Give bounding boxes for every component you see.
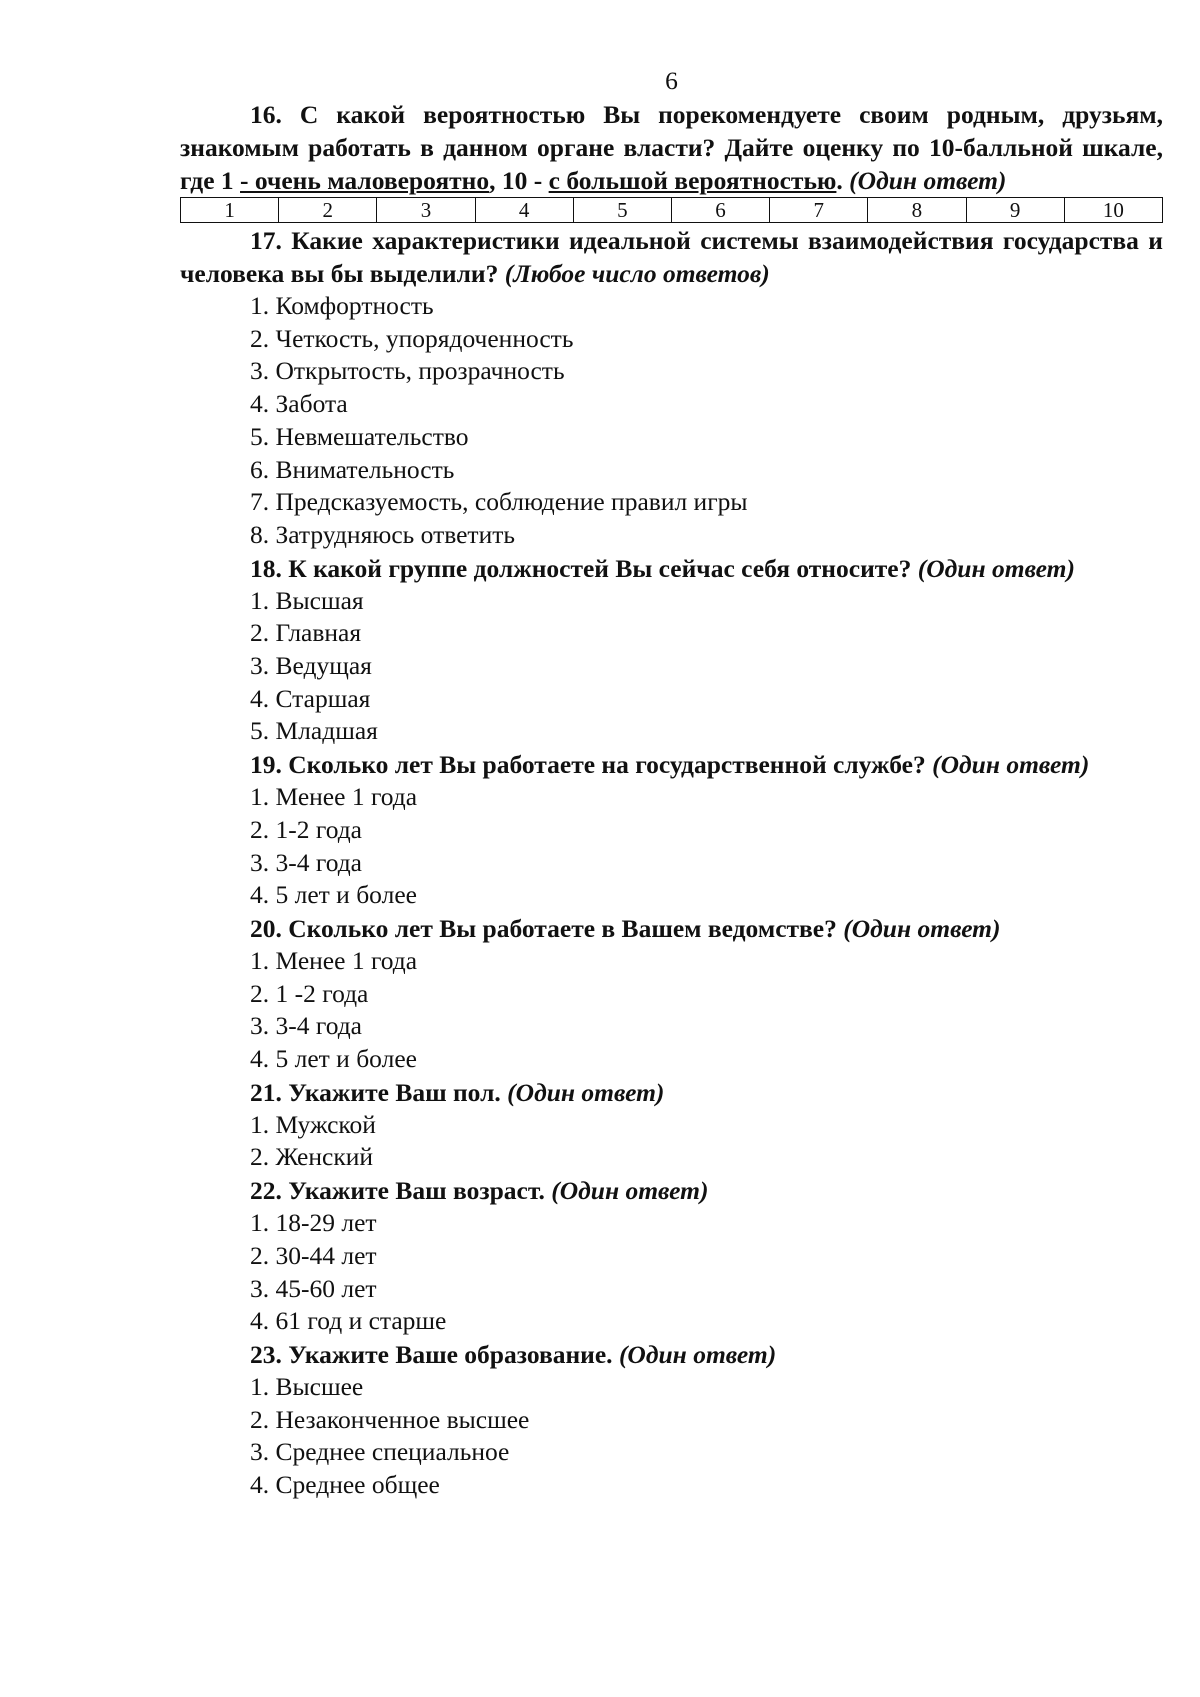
option-item[interactable]: 3. Ведущая xyxy=(250,651,372,681)
scale-cell-5[interactable]: 5 xyxy=(573,198,671,223)
question-text: 18. К какой группе должностей Вы сейчас себя относите? xyxy=(250,553,918,583)
question-20 xyxy=(180,912,1163,945)
rating-scale-table xyxy=(180,197,1163,223)
option-item[interactable]: 6. Внимательность xyxy=(250,454,455,484)
option-item[interactable]: 3. 3-4 года xyxy=(250,847,362,877)
option-item[interactable]: 1. Менее 1 года xyxy=(250,945,418,975)
option-item[interactable]: 1. Высшее xyxy=(250,1371,364,1401)
options-23 xyxy=(180,1371,1163,1502)
option-item[interactable]: 5. Невмешательство xyxy=(250,421,469,451)
option-item[interactable]: 2. Женский xyxy=(250,1142,374,1172)
option-item[interactable]: 1. Высшая xyxy=(250,585,364,615)
question-text: 19. Сколько лет Вы работаете на государственной службе? xyxy=(250,750,933,780)
scale-cell-6[interactable]: 6 xyxy=(671,198,769,223)
answer-hint: (Один ответ) xyxy=(843,913,1001,943)
scale-cell-2[interactable]: 2 xyxy=(279,198,377,223)
question-text: . xyxy=(836,166,850,195)
option-item[interactable]: 4. Старшая xyxy=(250,683,371,713)
option-item[interactable]: 4. Среднее общее xyxy=(250,1470,440,1500)
scale-low-label: - очень маловероятно xyxy=(240,166,490,195)
answer-hint: (Один ответ) xyxy=(917,553,1075,583)
options-22 xyxy=(180,1207,1163,1338)
question-text: , 10 - xyxy=(489,166,549,195)
option-item[interactable]: 3. Открытость, прозрачность xyxy=(250,356,565,386)
option-item[interactable]: 4. Забота xyxy=(250,389,348,419)
question-17 xyxy=(180,224,1163,290)
scale-cell-1[interactable]: 1 xyxy=(181,198,279,223)
option-item[interactable]: 1. Комфортность xyxy=(250,291,434,320)
question-text: 17. Какие характеристики идеальной системы взаимодействия государства и человека вы бы выделили? xyxy=(180,226,1163,288)
page-content xyxy=(180,64,1163,1502)
scale-cell-4[interactable]: 4 xyxy=(475,198,573,223)
question-text: 16. С какой вероятностью Вы порекомендуете своим родным, друзьям, знакомым работать в данном органе власти? Дайте оценку по 10-балльной шкале, где 1 xyxy=(180,100,1163,195)
question-22 xyxy=(180,1174,1163,1207)
option-item[interactable]: 3. Среднее специальное xyxy=(250,1437,510,1467)
option-item[interactable]: 1. Менее 1 года xyxy=(250,782,418,812)
option-item[interactable]: 2. 30-44 лет xyxy=(250,1240,377,1270)
option-item[interactable]: 2. 1 -2 года xyxy=(250,978,369,1008)
option-item[interactable]: 4. 5 лет и более xyxy=(250,880,417,910)
scale-cell-10[interactable]: 10 xyxy=(1064,198,1162,223)
page-number: 6 xyxy=(665,66,678,95)
answer-hint: (Один ответ) xyxy=(849,166,1007,195)
question-text: 20. Сколько лет Вы работаете в Вашем ведомстве? xyxy=(250,913,844,943)
option-item[interactable]: 2. Незаконченное высшее xyxy=(250,1404,530,1434)
option-item[interactable]: 3. 45-60 лет xyxy=(250,1273,377,1303)
scale-cell-9[interactable]: 9 xyxy=(966,198,1064,223)
question-19 xyxy=(180,748,1163,781)
question-text: 23. Укажите Ваше образование. xyxy=(250,1339,619,1369)
option-item[interactable]: 7. Предсказуемость, соблюдение правил игры xyxy=(250,487,748,517)
option-item[interactable]: 2. 1-2 года xyxy=(250,814,362,844)
answer-hint: (Один ответ) xyxy=(618,1339,777,1369)
option-item[interactable]: 8. Затрудняюсь ответить xyxy=(250,519,515,549)
answer-hint: (Один ответ) xyxy=(932,750,1090,780)
question-text: 21. Укажите Ваш пол. xyxy=(250,1077,508,1107)
answer-hint: (Один ответ) xyxy=(507,1077,665,1107)
option-item[interactable]: 5. Младшая xyxy=(250,716,378,746)
option-item[interactable]: 2. Четкость, упорядоченность xyxy=(250,323,574,353)
options-21 xyxy=(180,1109,1163,1174)
options-18 xyxy=(180,585,1163,749)
scale-cell-3[interactable]: 3 xyxy=(377,198,475,223)
options-19 xyxy=(180,781,1163,912)
question-23 xyxy=(180,1338,1163,1371)
question-text: 22. Укажите Ваш возраст. xyxy=(250,1176,552,1206)
options-20 xyxy=(180,945,1163,1076)
scale-high-label: с большой вероятностью xyxy=(548,166,837,195)
option-item[interactable]: 4. 61 год и старше xyxy=(250,1306,447,1336)
option-item[interactable]: 3. 3-4 года xyxy=(250,1011,362,1041)
question-21 xyxy=(180,1076,1163,1109)
option-item[interactable]: 4. 5 лет и более xyxy=(250,1044,417,1074)
question-18 xyxy=(180,552,1163,585)
option-item[interactable]: 2. Главная xyxy=(250,618,362,648)
options-17 xyxy=(180,290,1163,552)
scale-cell-7[interactable]: 7 xyxy=(770,198,868,223)
answer-hint: (Любое число ответов) xyxy=(504,259,770,288)
scale-cell-8[interactable]: 8 xyxy=(868,198,966,223)
option-item[interactable]: 1. Мужской xyxy=(250,1109,376,1139)
answer-hint: (Один ответ) xyxy=(551,1176,709,1206)
question-16 xyxy=(180,98,1163,197)
option-item[interactable]: 1. 18-29 лет xyxy=(250,1208,377,1238)
